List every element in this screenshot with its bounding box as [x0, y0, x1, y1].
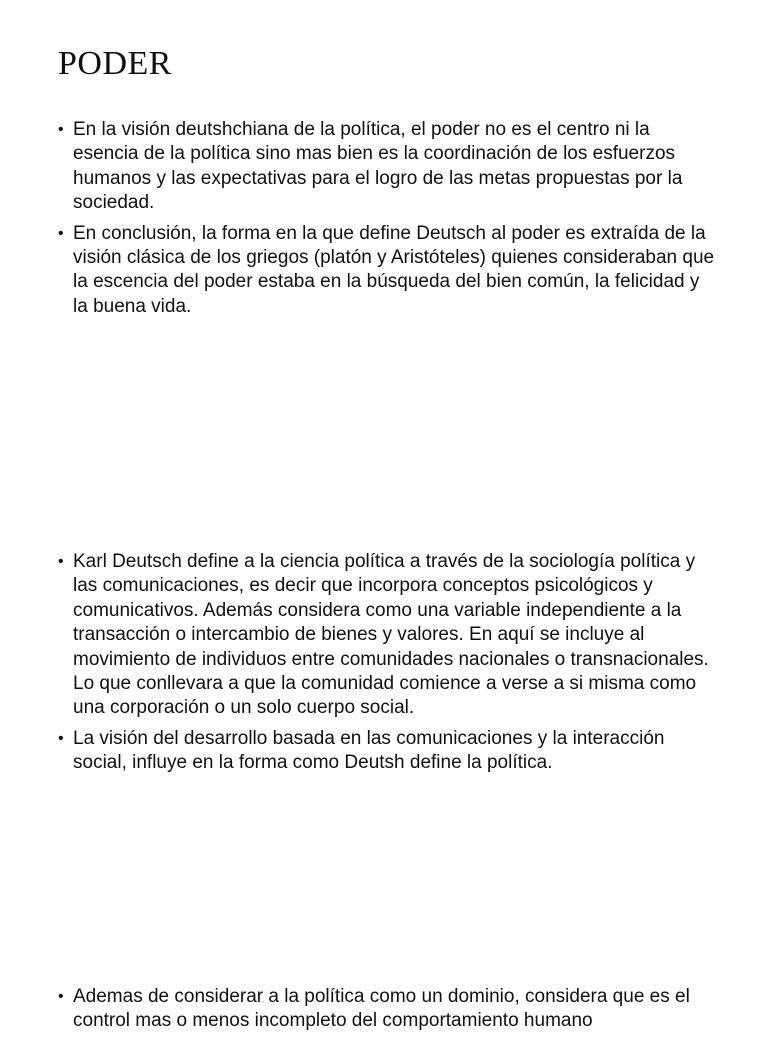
bullet-list-2 — [58, 550, 718, 782]
bullet-item: • Ademas de considerar a la política como un dominio, considera que es el control mas o menos incompleto del comportamiento humano — [58, 985, 718, 1034]
bullet-item: • En conclusión, la forma en la que define Deutsch al poder es extraída de la visión clásica de los griegos (platón y Aristóteles) quienes consideraban que la escencia del poder estaba en la búsqueda del bien común, la felicidad y la buena vida. — [58, 222, 718, 320]
bullet-list-1 — [58, 118, 718, 325]
bullet-item: • En la visión deutshchiana de la política, el poder no es el centro ni la esencia de la política sino mas bien es la coordinación de los esfuerzos humanos y las expectativas para el logro de las metas propuestas por la sociedad. — [58, 118, 718, 216]
bullet-item: • La visión del desarrollo basada en las comunicaciones y la interacción social, influye en la forma como Deutsh define la política. — [58, 727, 718, 776]
bullet-item: • Karl Deutsch define a la ciencia política a través de la sociología política y las comunicaciones, es decir que incorpora conceptos psicológicos y comunicativos. Además considera como una variable independiente a la transacción o intercambio de bienes y valores. En aquí se incluye al movimiento de individuos entre comunidades nacionales o transnacionales. Lo que conllevara a que la comunidad comience a verse a si misma como una corporación o un solo cuerpo social. — [58, 550, 718, 721]
slide-title: PODER — [58, 45, 172, 82]
bullet-list-3 — [58, 985, 718, 1040]
